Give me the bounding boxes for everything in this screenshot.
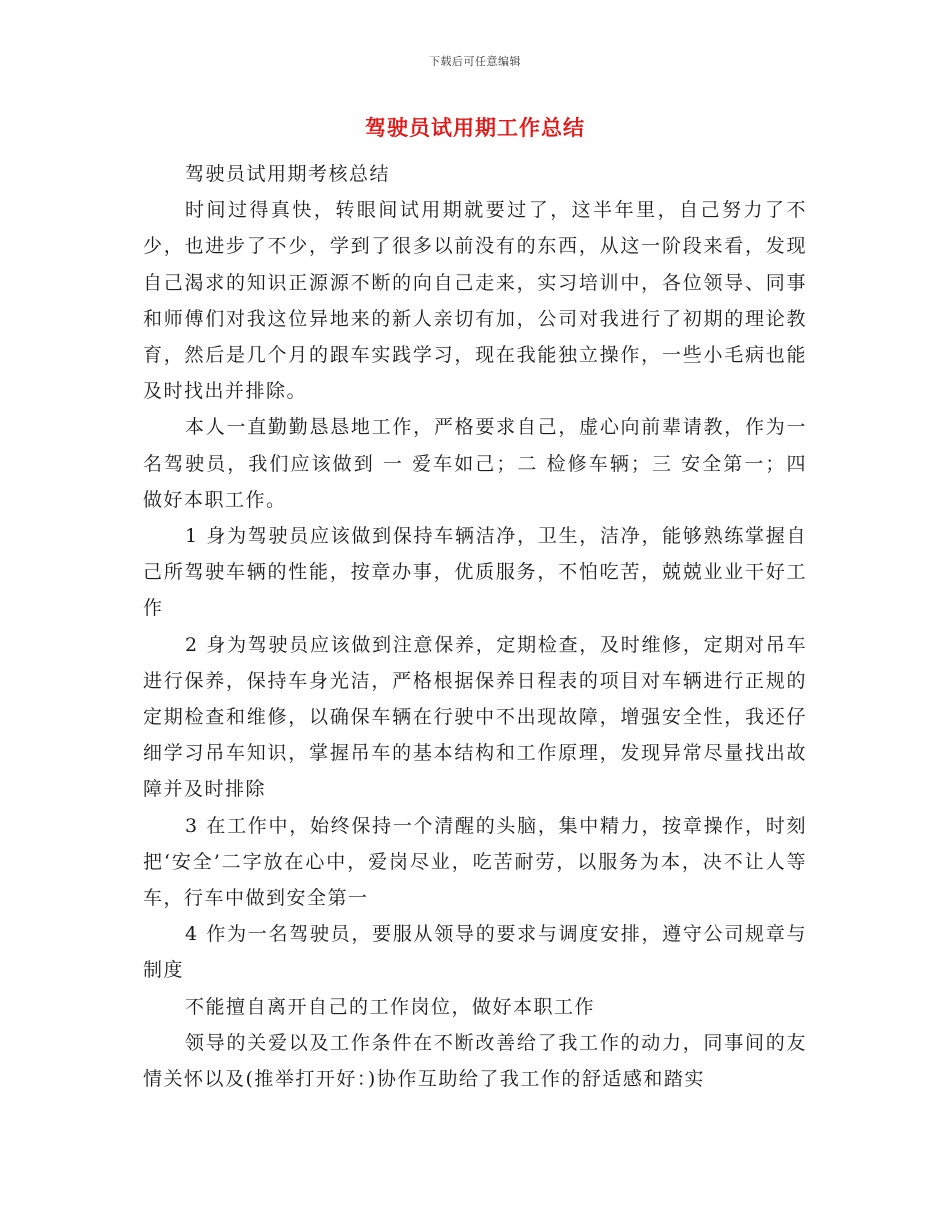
paragraph-intro: 时间过得真快，转眼间试用期就要过了，这半年里，自己努力了不少，也进步了不少，学到了很多以前没有的东西，从这一阶段来看，发现自己渴求的知识正源源不断的向自己走来，实习培训中，各位领导、同事和师傅们对我这位异地来的新人亲切有加，公司对我进行了初期的理论教育，然后是几个月的跟车实践学习，现在我能独立操作，一些小毛病也能及时找出并排除。 bbox=[143, 199, 807, 403]
paragraph-principles: 本人一直勤勤恳恳地工作，严格要求自己，虚心向前辈请教，作为一名驾驶员，我们应该做到 一 爱车如己；二 检修车辆；三 安全第一；四 做好本职工作。 bbox=[143, 416, 807, 511]
paragraph-item-1: 1 身为驾驶员应该做到保持车辆洁净，卫生，洁净，能够熟练掌握自己所驾驶车辆的性能，按章办事，优质服务，不怕吃苦，兢兢业业干好工作 bbox=[143, 525, 807, 620]
paragraph-subtitle: 驾驶员试用期考核总结 bbox=[185, 163, 391, 185]
paragraph-item-2: 2 身为驾驶员应该做到注意保养，定期检查，及时维修，定期对吊车进行保养，保持车身光洁，严格根据保养日程表的项目对车辆进行正规的定期检查和维修，以确保车辆在行驶中不出现故障，增强安全性，我还仔细学习吊车知识，掌握吊车的基本结构和工作原理，发现异常尽量找出故障并及时排除 bbox=[143, 633, 807, 801]
header-note: 下载后可任意编辑 bbox=[429, 55, 521, 68]
paragraph-item-3: 3 在工作中，始终保持一个清醒的头脑，集中精力，按章操作，时刻把‘安全’二字放在心中，爱岗尽业，吃苦耐劳，以服务为本，决不让人等车，行车中做到安全第一 bbox=[143, 814, 807, 910]
document-title: 驾驶员试用期工作总结 bbox=[365, 116, 585, 140]
paragraph-duty: 不能擅自离开自己的工作岗位，做好本职工作 bbox=[185, 995, 596, 1018]
document-body bbox=[143, 156, 807, 1097]
paragraph-item-4: 4 作为一名驾驶员，要服从领导的要求与调度安排，遵守公司规章与制度 bbox=[143, 923, 807, 982]
paragraph-closing: 领导的关爱以及工作条件在不断改善给了我工作的动力，同事间的友情关怀以及(推举打开好：)协作互助给了我工作的舒适感和踏实 bbox=[143, 1031, 807, 1091]
